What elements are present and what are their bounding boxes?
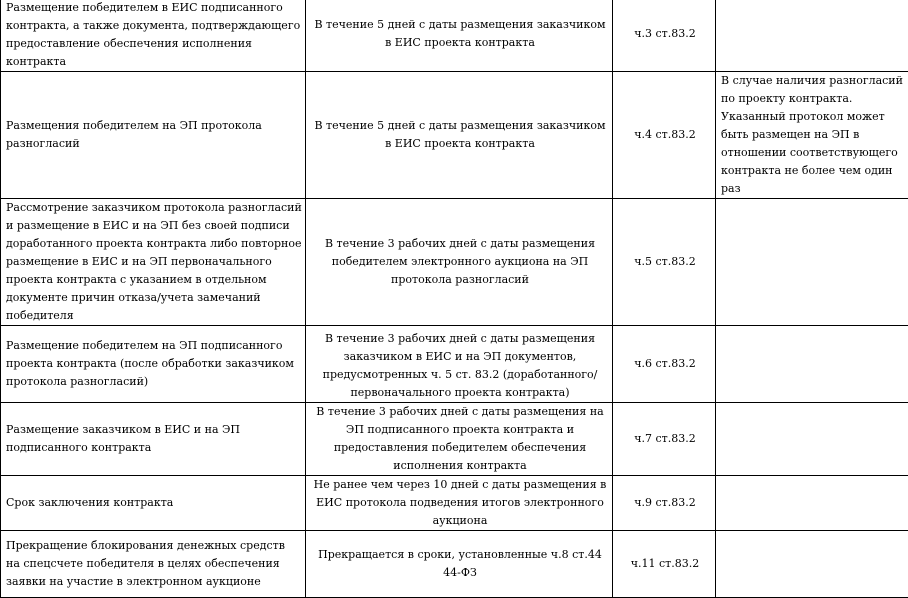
action-cell: Рассмотрение заказчиком протокола разногласий и размещение в ЕИС и на ЭП без своей подписи доработанного проекта контракта либо повторное размещение в ЕИС и на ЭП первоначального проекта контракта с указанием в отдельном документе причин отказа/учета замечаний победителя bbox=[1, 199, 306, 326]
table-row bbox=[1, 476, 908, 531]
law-reference-cell: ч.5 ст.83.2 bbox=[613, 199, 716, 326]
action-cell: Срок заключения контракта bbox=[1, 476, 306, 531]
law-reference-cell: ч.11 ст.83.2 bbox=[613, 531, 716, 598]
table-row bbox=[1, 0, 908, 72]
table-row bbox=[1, 531, 908, 598]
action-cell: Размещение победителем в ЕИС подписанного контракта, а также документа, подтверждающего предоставление обеспечения исполнения контракта bbox=[1, 0, 306, 72]
table-row bbox=[1, 199, 908, 326]
table-row bbox=[1, 326, 908, 403]
deadline-cell: В течение 3 рабочих дней с даты размещения победителем электронного аукциона на ЭП протокола разногласий bbox=[306, 199, 613, 326]
deadline-cell: В течение 5 дней с даты размещения заказчиком в ЕИС проекта контракта bbox=[306, 0, 613, 72]
deadline-cell: В течение 5 дней с даты размещения заказчиком в ЕИС проекта контракта bbox=[306, 72, 613, 199]
note-cell bbox=[716, 476, 908, 531]
note-cell: В случае наличия разногласий по проекту контракта. Указанный протокол может быть размещен на ЭП в отношении соответствующего контракта не более чем один раз bbox=[716, 72, 908, 199]
deadline-cell: Прекращается в сроки, установленные ч.8 ст.44 44-ФЗ bbox=[306, 531, 613, 598]
action-cell: Прекращение блокирования денежных средств на спецсчете победителя в целях обеспечения заявки на участие в электронном аукционе bbox=[1, 531, 306, 598]
deadline-cell: В течение 3 рабочих дней с даты размещения на ЭП подписанного проекта контракта и предоставления победителем обеспечения исполнения контракта bbox=[306, 403, 613, 476]
law-reference-cell: ч.7 ст.83.2 bbox=[613, 403, 716, 476]
law-reference-cell: ч.3 ст.83.2 bbox=[613, 0, 716, 72]
note-cell bbox=[716, 199, 908, 326]
action-cell: Размещение заказчиком в ЕИС и на ЭП подписанного контракта bbox=[1, 403, 306, 476]
deadline-cell: Не ранее чем через 10 дней с даты размещения в ЕИС протокола подведения итогов электронного аукциона bbox=[306, 476, 613, 531]
law-reference-cell: ч.4 ст.83.2 bbox=[613, 72, 716, 199]
table-row bbox=[1, 403, 908, 476]
action-cell: Размещение победителем на ЭП подписанного проекта контракта (после обработки заказчиком протокола разногласий) bbox=[1, 326, 306, 403]
note-cell bbox=[716, 403, 908, 476]
law-reference-cell: ч.6 ст.83.2 bbox=[613, 326, 716, 403]
deadline-cell: В течение 3 рабочих дней с даты размещения заказчиком в ЕИС и на ЭП документов, предусмотренных ч. 5 ст. 83.2 (доработанного/первоначального проекта контракта) bbox=[306, 326, 613, 403]
note-cell bbox=[716, 531, 908, 598]
note-cell bbox=[716, 0, 908, 72]
law-reference-cell: ч.9 ст.83.2 bbox=[613, 476, 716, 531]
note-cell bbox=[716, 326, 908, 403]
action-cell: Размещения победителем на ЭП протокола разногласий bbox=[1, 72, 306, 199]
table-row bbox=[1, 72, 908, 199]
